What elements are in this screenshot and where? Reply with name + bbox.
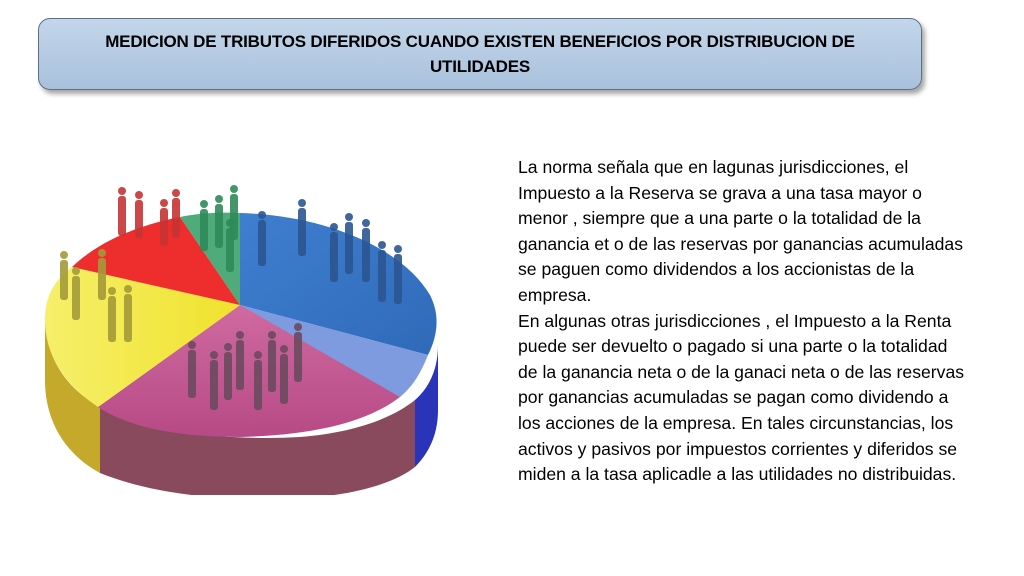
paragraph-1: La norma señala que en lagunas jurisdicciones, el Impuesto a la Reserva se grava a una tasa mayor o menor , siempre que a una parte o la totalidad de la ganancia et o de las reservas por ganancias acumuladas se paguen como dividendos a los accionistas de la empresa. [518,157,964,305]
paragraph-2: En algunas otras jurisdicciones , el Impuesto a la Renta puede ser devuelto o pagado si una parte o la totalidad de la ganancia neta o de la ganaci neta o de las reservas por ganancias acumuladas se pagan como dividendo a los acciones de la empresa. En tales circunstancias, los activos y pasivos por impuestos corrientes y diferidos se miden a la tasa aplicadle a las utilidades no distribuidas. [518,310,965,485]
pie-chart-people-icon [40,175,440,495]
body-text [518,155,968,488]
slide-title: MEDICION DE TRIBUTOS DIFERIDOS CUANDO EXISTEN BENEFICIOS POR DISTRIBUCION DE UTILIDADES [105,32,855,76]
title-banner [38,18,922,90]
